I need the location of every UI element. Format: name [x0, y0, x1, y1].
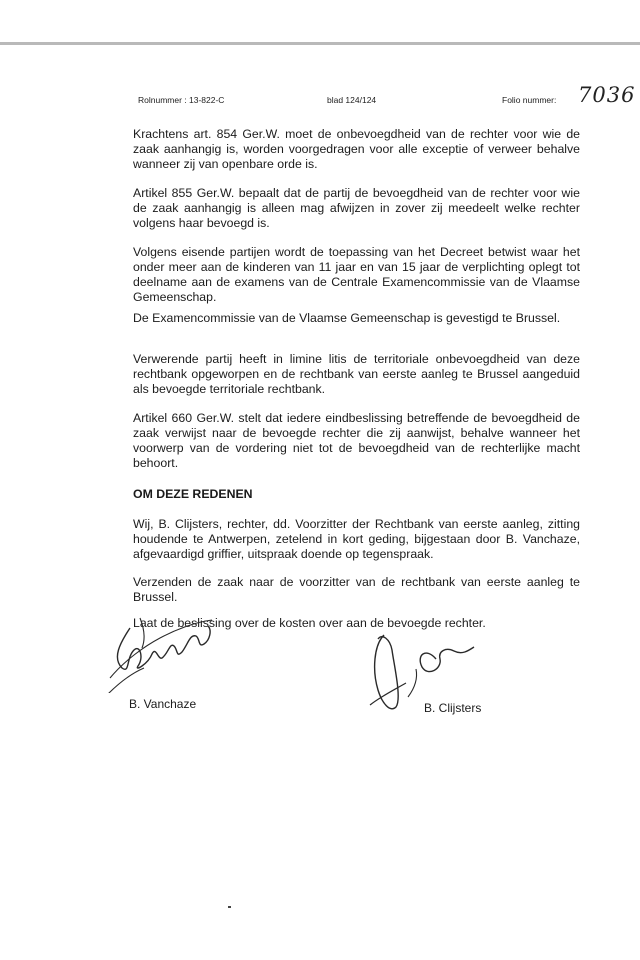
paragraph-art-660: Artikel 660 Ger.W. stelt dat iedere eindbeslissing betreffende de bevoegdheid de zaak verwijst naar de bevoegde rechter die zij aanwijst, behalve wanneer het voorwerp van de vordering niet tot de bevoegdheid van de rechterlijke macht behoort. [133, 411, 580, 470]
paragraph-eisende-partijen: Volgens eisende partijen wordt de toepassing van het Decreet betwist waar het onder meer aan de kinderen van 11 jaar en van 15 jaar de verplichting oplegt tot deelname aan de examens van de Centrale Examencommissie van de Vlaamse Gemeenschap. [133, 245, 580, 304]
paragraph-examencommissie: De Examencommissie van de Vlaamse Gemeenschap is gevestigd te Brussel. [133, 311, 561, 325]
paragraph-verwerende-partij: Verwerende partij heeft in limine litis de territoriale onbevoegdheid van deze rechtbank opgeworpen en de rechtbank van eerste aanleg te Brussel aangeduid als bevoegde territoriale rechtbank. [133, 352, 580, 396]
decision-costs: Laat de beslissing over de kosten over aan de bevoegde rechter. [133, 616, 486, 630]
folio-label: Folio nummer: [502, 95, 557, 105]
folio-number: 7036 [578, 83, 636, 107]
signatory-vanchaze: B. Vanchaze [129, 697, 197, 711]
page-indicator: blad 124/124 [327, 95, 377, 105]
signatory-clijsters: B. Clijsters [424, 701, 482, 715]
decision-statement: Wij, B. Clijsters, rechter, dd. Voorzitter der Rechtbank van eerste aanleg, zitting houdende te Antwerpen, zetelend in kort geding, bijgestaan door B. Vanchaze, afgevaardigd griffier, uitspraak doende op tegenspraak. [133, 517, 580, 561]
decision-referral: Verzenden de zaak naar de voorzitter van de rechtbank van eerste aanleg te Brussel. [133, 575, 580, 604]
section-heading: OM DEZE REDENEN [133, 487, 253, 501]
paragraph-art-854: Krachtens art. 854 Ger.W. moet de onbevoegdheid van de rechter voor wie de zaak aanhangig is, worden voorgedragen voor alle exceptie of verweer behalve wanneer zij van openbare orde is. [133, 127, 580, 171]
rolnummer: Rolnummer : 13-822-C [138, 95, 225, 105]
top-divider [0, 42, 640, 45]
signature-vanchaze [100, 598, 230, 693]
paragraph-art-855: Artikel 855 Ger.W. bepaalt dat de partij de bevoegdheid van de rechter voor wie de zaak aanhangig is alleen mag afwijzen in zover zij meedeelt welke rechter volgens haar bevoegd is. [133, 186, 580, 230]
page-mark [228, 906, 231, 908]
